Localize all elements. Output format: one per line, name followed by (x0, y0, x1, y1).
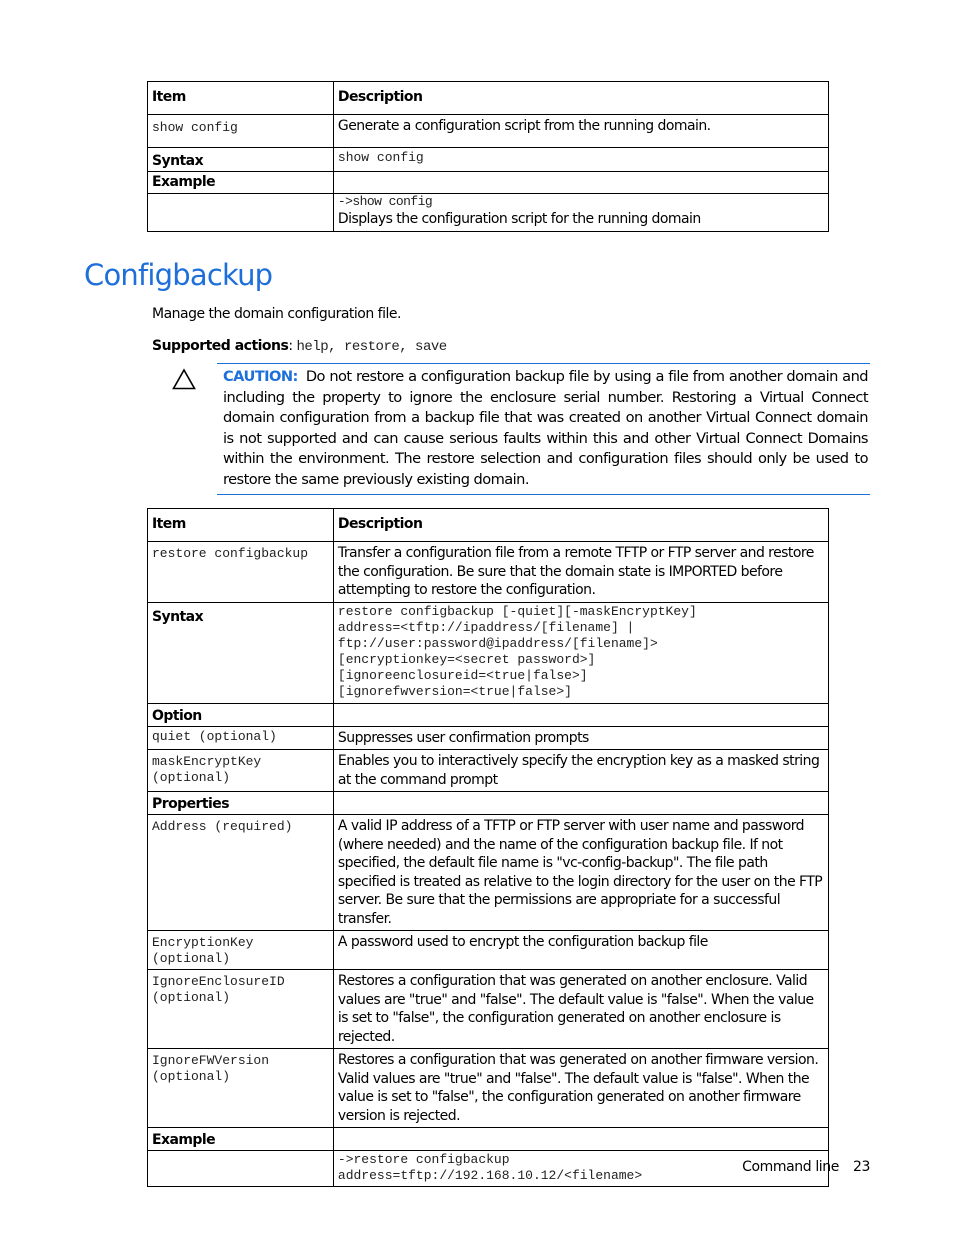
syntax-line: [ignorefwversion=<true|false>] (337, 683, 572, 699)
property-item: EncryptionKey (optional) (148, 931, 334, 970)
warning-triangle-icon (172, 368, 196, 390)
example-description: Displays the configuration script for the running domain (337, 211, 701, 227)
syntax-line: ftp://user:password@ipaddress/[filename]> (337, 635, 658, 651)
section-title: Configbackup (84, 258, 273, 292)
property-description: A password used to encrypt the configuration backup file (333, 931, 828, 970)
table-row (148, 194, 829, 232)
table-row (148, 970, 829, 1049)
restore-configbackup-table (147, 508, 829, 1187)
syntax-label: Syntax (148, 602, 334, 703)
section-intro: Manage the domain configuration file. (152, 306, 401, 322)
properties-label: Properties (148, 792, 334, 815)
caution-label: CAUTION: (223, 368, 298, 385)
syntax-value: show config (333, 148, 828, 172)
table-row (148, 602, 829, 703)
header-item: Item (148, 509, 334, 542)
supported-actions-values: help, restore, save (296, 339, 447, 355)
table-row (148, 172, 829, 194)
supported-actions-label: Supported actions (152, 338, 289, 354)
syntax-line: address=<tftp://ipaddress/[filename] | (337, 619, 635, 635)
table-row (148, 750, 829, 792)
example-label: Example (148, 1128, 334, 1151)
property-item: IgnoreFWVersion (optional) (148, 1049, 334, 1128)
property-description: Restores a configuration that was generated on another firmware version. Valid values are "true" and "false". The default value is "false". When the value is set to "false", the configuration generated on another firmware version is rejected. (333, 1049, 828, 1128)
property-item: IgnoreEnclosureID (optional) (148, 970, 334, 1049)
syntax-line: [ignoreenclosureid=<true|false>] (337, 667, 588, 683)
command-item: restore configbackup (148, 542, 334, 603)
table-row (148, 1151, 829, 1187)
example-command: ->show config (337, 194, 433, 209)
table-header-row (148, 82, 829, 115)
table-row (148, 703, 829, 726)
supported-actions (152, 338, 447, 355)
option-label: Option (148, 703, 334, 726)
header-description: Description (333, 82, 828, 115)
table-header-row (148, 509, 829, 542)
syntax-line: restore configbackup [-quiet][-maskEncryptKey] (337, 603, 697, 619)
option-item: quiet (optional) (148, 726, 334, 750)
syntax-label: Syntax (148, 148, 334, 172)
page-number: 23 (852, 1159, 870, 1175)
table-row (148, 815, 829, 931)
syntax-value (333, 602, 828, 703)
command-description: Generate a configuration script from the running domain. (333, 115, 828, 148)
table-row (148, 1128, 829, 1151)
command-item: show config (148, 115, 334, 148)
caution-text: Do not restore a configuration backup file by using a file from another domain and including the property to ignore the enclosure serial number. Restoring a Virtual Connect domain configuration from a backup file that was created on another Virtual Connect domain is not supported and can cause serious faults within this and other Virtual Connect Domains within the environment. The restore selection and configuration files should only be used to restore the same previously existing domain. (223, 368, 868, 488)
footer-section: Command line (742, 1159, 839, 1175)
header-description: Description (333, 509, 828, 542)
table-row (148, 1049, 829, 1128)
example-cell (333, 194, 828, 232)
option-item: maskEncryptKey (optional) (148, 750, 334, 792)
table-row (148, 726, 829, 750)
show-config-table (147, 81, 829, 232)
page-footer (742, 1159, 870, 1175)
property-description: A valid IP address of a TFTP or FTP server with user name and password (where needed) and the name of the configuration backup file. If not specified, the default file name is "vc-config-backup". The file path specified is treated as relative to the login directory for the user on the FTP server. Be sure that the permissions are appropriate for a successful transfer. (333, 815, 828, 931)
property-item: Address (required) (148, 815, 334, 931)
table-row (148, 792, 829, 815)
header-item: Item (148, 82, 334, 115)
supported-actions-colon: : (288, 338, 293, 354)
command-description: Transfer a configuration file from a remote TFTP or FTP server and restore the configuration. Be sure that the domain state is IMPORTED before attempting to restore the configuration. (333, 542, 828, 603)
option-description: Suppresses user confirmation prompts (333, 726, 828, 750)
example-line: address=tftp://192.168.10.12/<filename> (337, 1168, 643, 1183)
property-description: Restores a configuration that was generated on another enclosure. Valid values are "true" and "false". The default value is "false". When the value is set to "false", the configuration generated on another enclosure is rejected. (333, 970, 828, 1049)
caution-text-block (223, 367, 868, 491)
syntax-line: [encryptionkey=<secret password>] (337, 651, 596, 667)
table-row (148, 542, 829, 603)
table-row (148, 148, 829, 172)
example-label: Example (148, 172, 334, 194)
example-line: ->restore configbackup (337, 1152, 510, 1167)
table-row (148, 931, 829, 970)
option-description: Enables you to interactively specify the encryption key as a masked string at the command prompt (333, 750, 828, 792)
table-row (148, 115, 829, 148)
